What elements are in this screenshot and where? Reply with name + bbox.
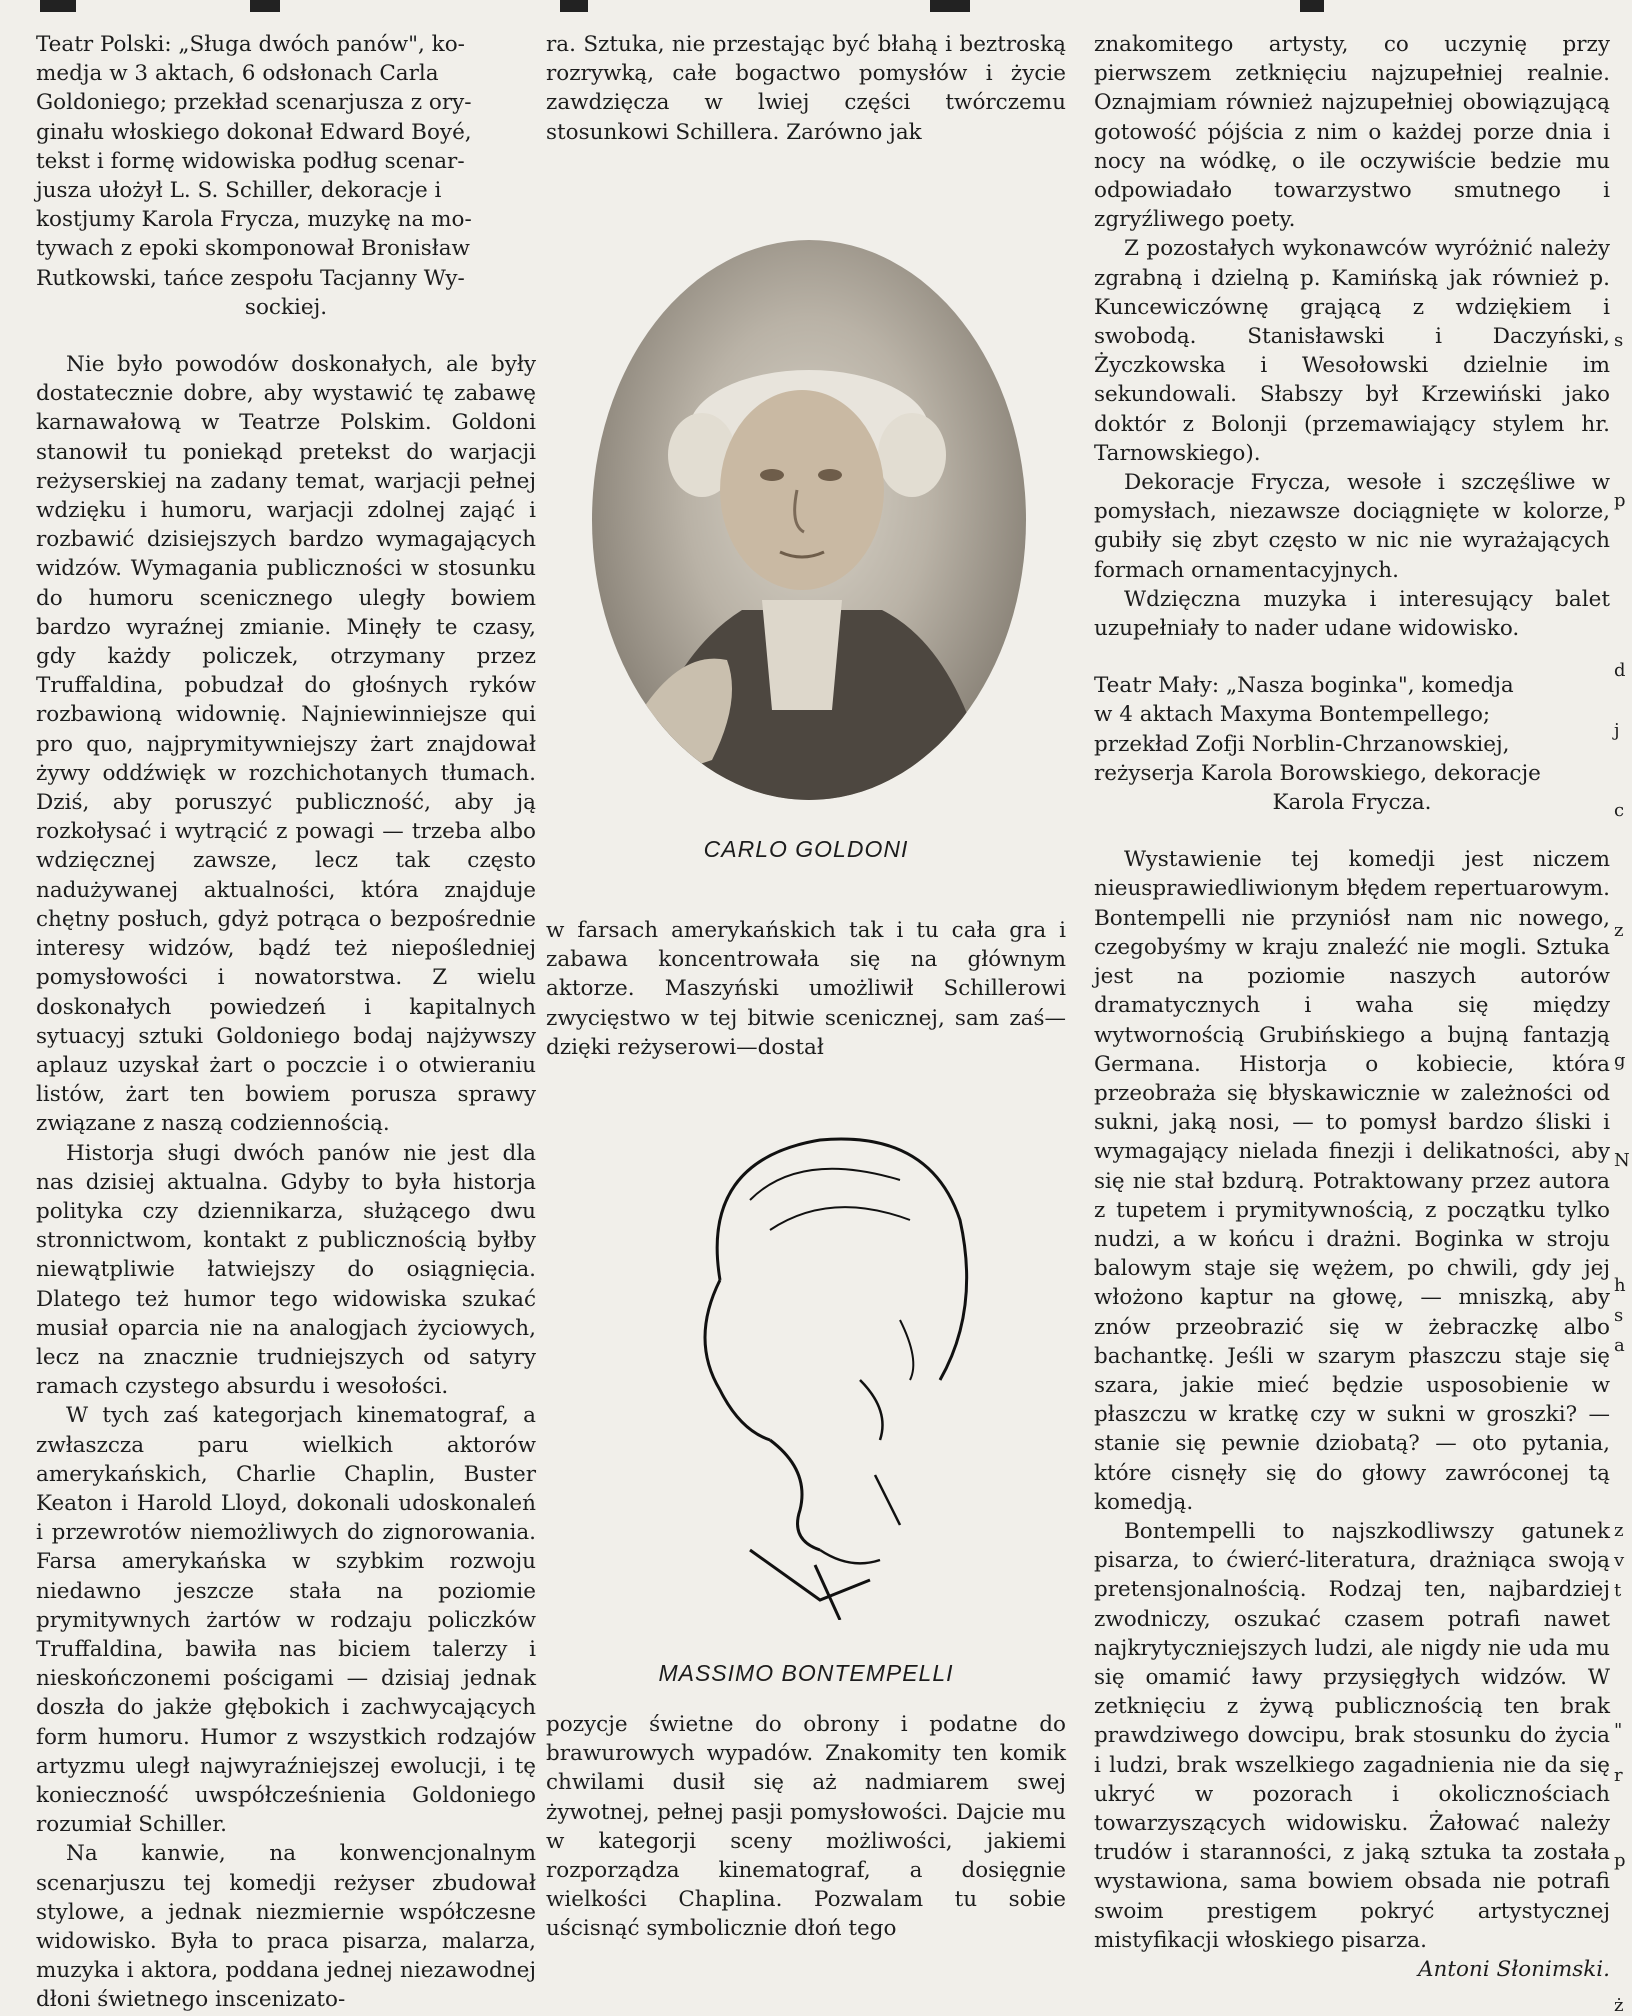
author-signature: Antoni Słonimski. [1417, 1957, 1610, 1982]
adjacent-page-edge [1612, 20, 1632, 2016]
header-line: przekład Zofji Norblin-Chrzanowskiej, [1094, 731, 1510, 757]
middle-column [546, 30, 1066, 147]
header-line: kostjumy Karola Frycza, muzykę na mo- [36, 207, 472, 233]
paragraph: pozycje świetne do obrony i podatne do brawurowych wypadów. Znakomity ten komik chwilami dusił się aż nadmiarem swej żywotnej, pełnej pasji pomysłowości. Dajcie mu w kategorji sceny możliwości, jakiemi rozporządza kinematograf, a dosięgnie wielkości Chaplina. Pozwalam tu sobie uścisnąć symbolicznie dłoń tego [546, 1712, 1066, 1942]
edge-fragment: " [1614, 1720, 1623, 1741]
header-line: tekst i formę widowiska podług scenar- [36, 148, 465, 174]
edge-fragment: v [1614, 1550, 1625, 1571]
paragraph: W tych zaś kategorjach kinematograf, a zwłaszcza paru wielkich aktorów amerykańskich, Charlie Chaplin, Buster Keaton i Harold Lloyd, dokonali udoskonaleń i przewrotów niemożliwych do zignorowania. Farsa amerykańska w szybkim rozwoju niedawno jeszcze stała na poziomie prymitywnych żartów w rodzaju policzków Truffaldina, bawiła nas biciem talerzy i nieskończonemi pościgami — dzisiaj jednak doszła do jakże głębokich i zachwycających form humoru. Humor z wszystkich rodzajów artyzmu uległ najwyraźniejszej ewolucji, i tę konieczność uwspółcześnienia Goldoniego rozumiał Schiller. [36, 1403, 536, 1838]
edge-fragment: a [1614, 1335, 1625, 1356]
edge-fragment: g [1614, 1050, 1626, 1071]
paragraph: Dekoracje Frycza, wesołe i szczęśliwe w pomysłach, niezawsze dociągnięte w kolorze, gubiły się zbyt często w nic nie wyrażających formach ornamentacyjnych. [1094, 470, 1610, 583]
right-column [1094, 30, 1610, 1984]
header-line: Teatr Mały: „Nasza boginka", komedja [1094, 673, 1514, 699]
top-cropped-banner [0, 0, 1632, 24]
edge-fragment: d [1614, 660, 1626, 681]
header-line: sockiej. [244, 294, 328, 320]
header-line: ginału włoskiego dokonał Edward Boyé, [36, 119, 472, 145]
middle-column-bottom [546, 1710, 1066, 1944]
edge-fragment: s [1614, 1305, 1624, 1326]
edge-fragment: j [1614, 720, 1620, 741]
header-line: Karola Frycza. [1272, 790, 1432, 816]
left-column [36, 30, 536, 2015]
caricature-drawing [600, 1080, 1020, 1620]
paragraph: znakomitego artysty, co uczynię przy pierwszem zetknięciu najzupełniej realnie. Oznajmiam również najzupełniej obowiązującą gotowość pójścia z nim o każdej porze dnia i nocy na wódkę, o ile oczywiście bedzie mu odpowiadało towarzystwo smutnego i zgryźliwego poety. [1094, 32, 1610, 233]
portrait-illustration [592, 240, 1026, 800]
edge-fragment: p [1614, 1850, 1626, 1871]
edge-fragment: z [1614, 920, 1624, 941]
paragraph: w farsach amerykańskich tak i tu cała gra i zabawa koncentrowała się na głównym aktorze. Maszyński umożliwił Schillerowi zwycięstwo w tej bitwie scenicznej, sam zaś—dzięki reżyserowi—dostał [546, 918, 1066, 1060]
paragraph: Bontempelli to najszkodliwszy gatunek pisarza, to ćwierć-literatura, drażniąca swoją pretensjonalnością. Rodzaj ten, najbardziej zwodniczy, oszukać czasem potrafi nawet najkrytyczniejszych ludzi, ale nigdy nie uda mu się omamić ławy przysięgłych widzów. W zetknięciu z żywą publicznością ten brak prawdziwego dowcipu, brak stosunku do życia i ludzi, brak wszelkiego zagadnienia nie da się ukryć w pozorach i okolicznościach towarzyszących widowisku. Żałować należy trudów i staranności, z jaką sztuka ta została wystawiona, sama bowiem obsada nie potrafi swoim prestigem pokryć artystycznej mistyfikacji włoskiego pisarza. [1094, 1518, 1610, 1953]
paragraph: Na kanwie, na konwencjonalnym scenarjuszu tej komedji reżyser zbudował stylowe, a jednak niezmiernie współczesne widowisko. Była to praca pisarza, malarza, muzyka i aktora, poddana jednej niezawodnej dłoni świetnego inscenizato- [36, 1841, 536, 2013]
teatr-polski-header [36, 30, 536, 322]
edge-fragment: h [1614, 1275, 1626, 1296]
edge-fragment: N [1614, 1150, 1630, 1171]
paragraph: Wdzięczna muzyka i interesujący balet uzupełniały to nader udane widowisko. [1094, 586, 1610, 642]
teatr-maly-header [1094, 671, 1610, 817]
caption-massimo-bontempelli: MASSIMO BONTEMPELLI [658, 1660, 954, 1686]
middle-column-continued [546, 916, 1066, 1062]
edge-fragment: ż [1614, 1995, 1624, 2016]
header-line: Goldoniego; przekład scenarjusza z ory- [36, 90, 472, 116]
edge-fragment: c [1614, 800, 1625, 821]
header-line: jusza ułożył L. S. Schiller, dekoracje i [36, 178, 442, 204]
paragraph: Z pozostałych wykonawców wyróżnić należy zgrabną i dzielną p. Kamińską jak również p. Kuncewiczównę grającą z wdziękiem i swobodą. Stanisławski i Daczyński, Życzkowska i Wesołowski dzielnie im sekundowali. Słabszy był Krzewiński jako doktór z Bolonji (przemawiający stylem hr. Tarnowskiego). [1094, 236, 1610, 466]
massimo-bontempelli-caricature [600, 1080, 1020, 1620]
paragraph: Historja sługi dwóch panów nie jest dla nas dzisiej aktualna. Gdyby to była historja polityka czy dziennikarza, służącego dwu stronnictwom, kontakt z publicznością byłby niewątpliwie łatwiejszy do osiągnięcia. Dlatego też humor tego widowiska szukać musiał oparcia nie na analogjach życiowych, lecz na znacznie trudniejszych od satyry ramach czystego absurdu i wesołości. [36, 1140, 536, 1400]
edge-fragment: t [1614, 1580, 1622, 1601]
header-line: tywach z epoki skomponował Bronisław [36, 236, 470, 262]
header-line: Teatr Polski: „Sługa dwóch panów", ko- [36, 32, 465, 57]
header-line: reżyserja Karola Borowskiego, dekoracje [1094, 760, 1541, 786]
edge-fragment: z [1614, 1520, 1624, 1541]
edge-fragment: r [1614, 1765, 1623, 1786]
carlo-goldoni-portrait [592, 240, 1026, 800]
header-line: w 4 aktach Maxyma Bontempellego; [1094, 702, 1491, 728]
paragraph: ra. Sztuka, nie przestając być błahą i beztroską rozrywką, całe bogactwo pomysłów i życie zawdzięcza w lwiej części twórczemu stosunkowi Schillera. Zarówno jak [546, 32, 1066, 145]
paragraph: Nie było powodów doskonałych, ale były dostatecznie dobre, aby wystawić tę zabawę karnawałową w Teatrze Polskim. Goldoni stanowił tu poniekąd pretekst do warjacji reżyserskiej na zadany temat, warjacji pełnej wdzięku i humoru, warjacji zdolnej zająć i rozbawić dzisiejszych bardzo wymagających widzów. Wymagania publiczności w stosunku do humoru scenicznego uległy bowiem bardzo wyraźnej zmianie. Minęły te czasy, gdy każdy policzek, otrzymany przez Truffaldina, pobudzał do głośnych ryków rozbawioną widownię. Najniewinniejsze qui pro quo, najprymitywniejszy żart znajdował żywy oddźwięk w rozchichotanych tłumach. Dziś, aby poruszyć publiczność, aby ją rozkołysać i wytrącić z powagi — trzeba albo wdzięcznej zawsze, lecz tak często nadużywanej aktualności, która znajduje chętny posłuch, gdyż potrąca o bezpośrednie interesy widzów, bądź też niepośledniej pomysłowości i nowatorstwa. Z wielu doskonałych powiedzeń i kapitalnych sytuacyj sztuki Goldoniego bodaj najżywszy aplauz uzyskał żart o poczcie i o otwieraniu listów, żart ten bowiem porusza sprawy związane z naszą codziennością. [36, 352, 536, 1137]
paragraph: Wystawienie tej komedji jest niczem nieusprawiedliwionym błędem repertuarowym. Bontempelli nie przyniósł nam nic nowego, czegobyśmy w kraju znaleźć nie mogli. Sztuka jest na poziomie naszych autorów dramatycznych i waha się między wytwornością Grubińskiego a bujną fantazją Germana. Historja o kobiecie, która przeobraża się błyskawicznie w zależności od sukni, jaką nosi, — to pomysł bardzo śliski i wymagający nielada finezji i delikatności, aby się nie stał bzdurą. Potraktowany przez autora z tupetem i prymitywnością, z początku tylko nudzi, a w końcu i drażni. Boginka w stroju balowym staje się wężem, po chwili, gdy jej włożono kaptur na głowę, — mniszką, aby znów przeobrazić się w żebraczkę albo bachantkę. Jeśli w szarym płaszczu staje się szara, jakie mieć będzie usposobienie w płaszczu w kratkę czy w sukni w groszki? — stanie się pewnie dziobatą? — oto pytania, które cisnęły się do głowy zawróconej tą komedją. [1094, 847, 1610, 1515]
edge-fragment: s [1614, 330, 1624, 351]
header-line: Rutkowski, tańce zespołu Tacjanny Wy- [36, 265, 465, 291]
edge-fragment: p [1614, 490, 1626, 511]
caption-carlo-goldoni: CARLO GOLDONI [703, 836, 909, 862]
header-line: medja w 3 aktach, 6 odsłonach Carla [36, 61, 439, 87]
